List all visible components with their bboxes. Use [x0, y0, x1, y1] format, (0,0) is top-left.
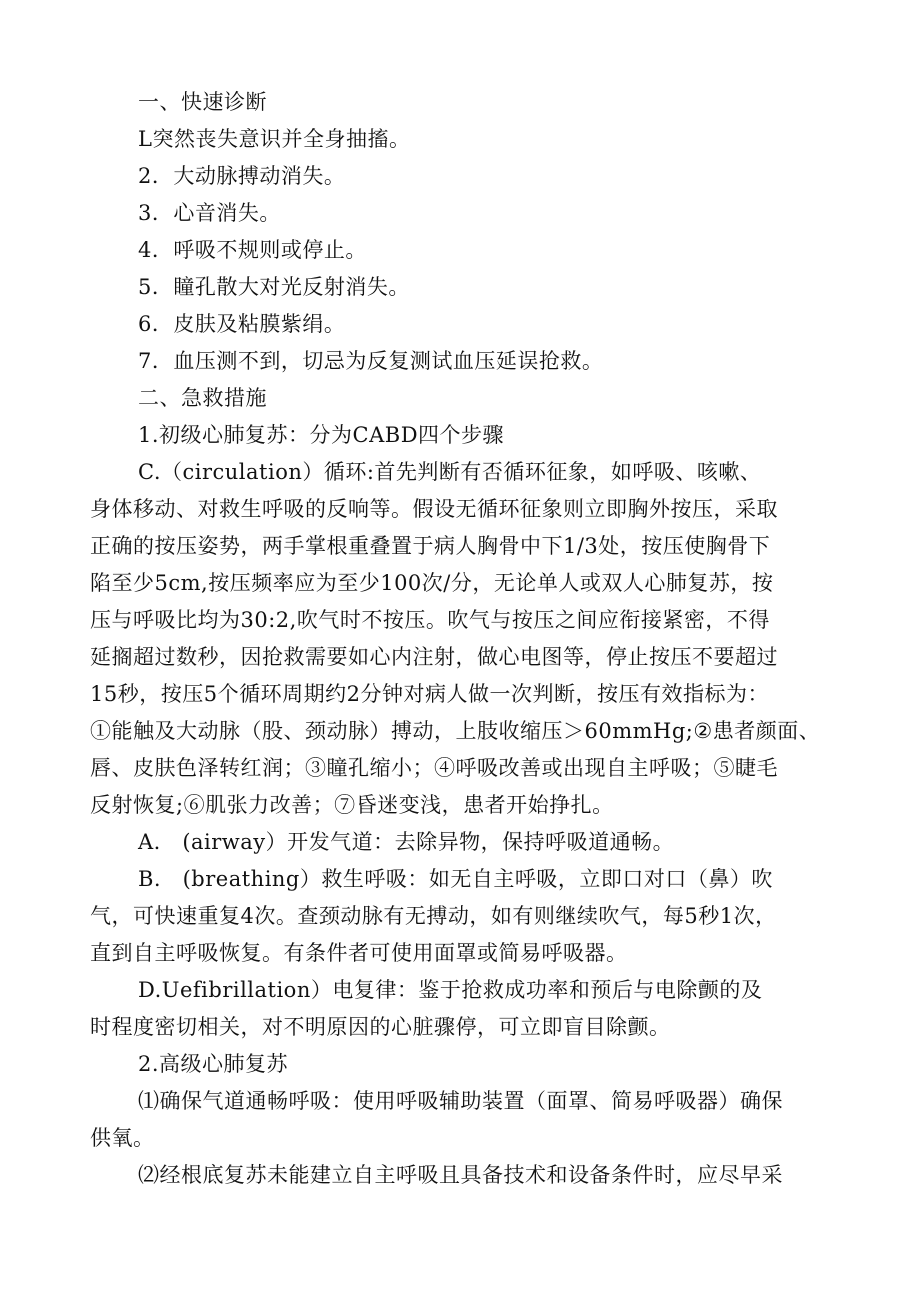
paragraph-line: 直到自主呼吸恢复。有条件者可使用面罩或简易呼吸器。: [90, 941, 628, 965]
section-heading-emergency-measures: 二、急救措施: [138, 386, 267, 410]
paragraph-line: 身体移动、对救生呼吸的反响等。假设无循环征象则立即胸外按压，采取: [90, 497, 778, 521]
paragraph-line: 延搁超过数秒，因抢救需要如心内注射，做心电图等，停止按压不要超过: [90, 645, 778, 669]
paragraph-circulation: [90, 454, 840, 824]
paragraph-line: 正确的按压姿势，两手掌根重叠置于病人胸骨中下1/3处，按压使胸骨下: [90, 534, 771, 558]
list-item: L突然丧失意识并全身抽搐。: [138, 127, 411, 151]
paragraph-line: A. (airway）开发气道：去除异物，保持呼吸道通畅。: [138, 830, 675, 854]
paragraph-line: ①能触及大动脉（股、颈动脉）搏动，上肢收缩压＞60mmHg;②患者颜面、: [90, 719, 821, 743]
list-item: 5．瞳孔散大对光反射消失。: [138, 275, 410, 299]
paragraph-line: 压与呼吸比均为30:2,吹气时不按压。吹气与按压之间应衔接紧密，不得: [90, 608, 770, 632]
paragraph-airway: [90, 824, 840, 861]
paragraph-defibrillation: [90, 972, 840, 1046]
paragraph-airway-assurance: [90, 1083, 840, 1157]
paragraph-line: 反射恢复;⑥肌张力改善；⑦昏迷变浅，患者开始挣扎。: [90, 793, 614, 817]
paragraph-breathing: [90, 861, 840, 972]
paragraph-line: 供氧。: [90, 1126, 155, 1150]
paragraph-line: 15秒，按压5个循环周期约2分钟对病人做一次判断，按压有效指标为：: [90, 682, 769, 706]
paragraph-line: 时程度密切相关，对不明原因的心脏骤停，可立即盲目除颤。: [90, 1015, 671, 1039]
document-body: [90, 84, 840, 1194]
paragraph-line: 气，可快速重复4次。查颈动脉有无搏动，如有则继续吹气，每5秒1次，: [90, 904, 777, 928]
list-item: 2．大动脉搏动消失。: [138, 164, 346, 188]
list-item: 6．皮肤及粘膜紫绢。: [138, 312, 346, 336]
paragraph-line: ⑴确保气道通畅呼吸：使用呼吸辅助装置（面罩、简易呼吸器）确保: [138, 1089, 783, 1113]
list-item: 3．心音消失。: [138, 201, 281, 225]
paragraph-line: B. (breathing）救生呼吸：如无自主呼吸，立即口对口（鼻）吹: [138, 867, 773, 891]
paragraph-line: D.Uefibrillation）电复律：鉴于抢救成功率和预后与电除颤的及: [138, 978, 763, 1002]
subheading-advanced-cpr: 2.高级心肺复苏: [138, 1052, 289, 1076]
paragraph-line: C.（circulation）循环:首先判断有否循环征象，如呼吸、咳嗽、: [138, 460, 762, 484]
list-item: 4．呼吸不规则或停止。: [138, 238, 367, 262]
paragraph-line: 陷至少5cm,按压频率应为至少100次/分，无论单人或双人心肺复苏，按: [90, 571, 774, 595]
subheading-basic-cpr: 1.初级心肺复苏：分为CABD四个步骤: [138, 423, 505, 447]
paragraph-line: 唇、皮肤色泽转红润；③瞳孔缩小；④呼吸改善或出现自主呼吸；⑤睫毛: [90, 756, 778, 780]
section-heading-quick-diagnosis: 一、快速诊断: [138, 90, 267, 114]
paragraph-intubation: [90, 1157, 840, 1194]
paragraph-line: ⑵经根底复苏未能建立自主呼吸且具备技术和设备条件时，应尽早采: [138, 1163, 783, 1187]
list-item: 7．血压测不到，切忌为反复测试血压延误抢救。: [138, 349, 604, 373]
